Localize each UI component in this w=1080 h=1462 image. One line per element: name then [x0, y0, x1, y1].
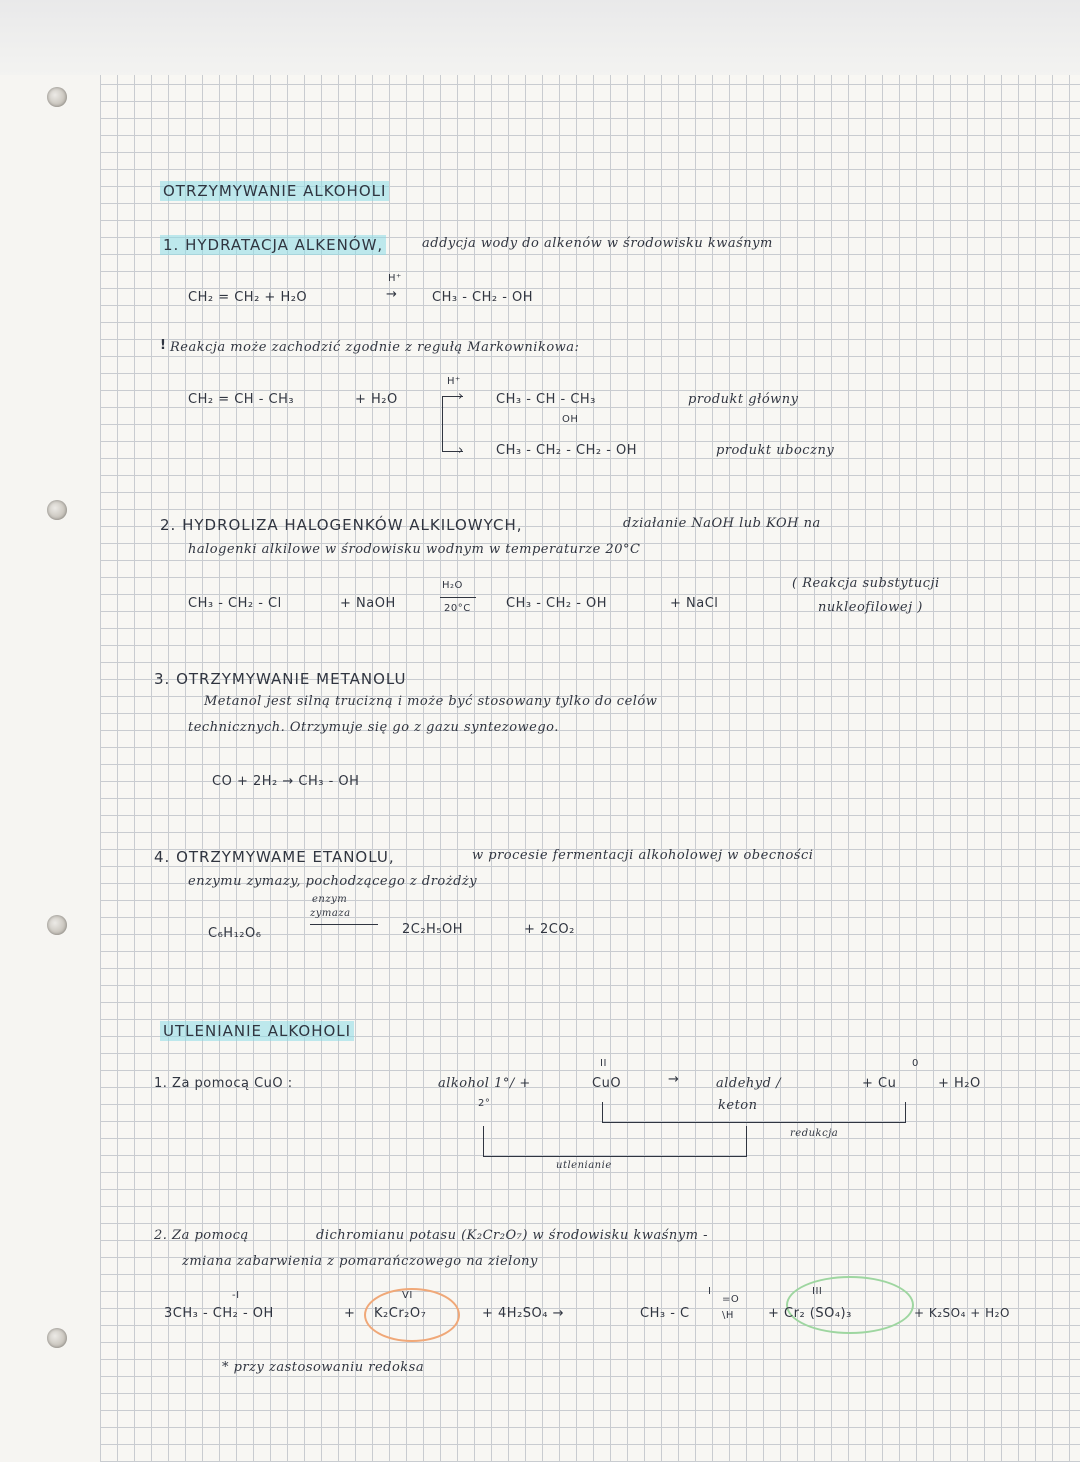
- dichromian-alcohol: 3CH₃ - CH₂ - OH: [164, 1306, 274, 1321]
- hydroliza-description-1: działanie NaOH lub KOH na: [623, 516, 821, 531]
- cuo-formula: CuO: [592, 1076, 622, 1091]
- etanol-text-1: w procesie fermentacji alkoholowej w obecności: [472, 848, 814, 863]
- ox-state-alcohol: -I: [232, 1290, 240, 1301]
- main-product-formula: CH₃ - CH - CH₃: [496, 392, 596, 407]
- hydroliza-description-2: halogenki alkilowe w środowisku wodnym w temperaturze 20°C: [188, 542, 641, 557]
- dichromian-oxidant: K₂Cr₂O₇: [374, 1306, 427, 1321]
- metanol-text-2: technicznych. Otrzymuje się go z gazu syntezowego.: [188, 720, 559, 735]
- cuo-reactant-sub: 2°: [478, 1098, 491, 1109]
- hydroliza-nacl: + NaCl: [670, 596, 719, 611]
- hydratacja-description: addycja wody do alkenów w środowisku kwaśnym: [422, 236, 773, 251]
- hydratacja-r2-water: + H₂O: [355, 392, 398, 407]
- metanol-heading: 3. OTRZYMYWANIE METANOLU: [154, 670, 407, 688]
- hydratacja-r1-catalyst: H⁺: [388, 273, 402, 284]
- redukcja-bracket: [602, 1102, 906, 1123]
- utlenianie-label: utlenianie: [556, 1160, 612, 1171]
- hydroliza-cat-top: H₂O: [442, 580, 463, 591]
- branch-arrow-head-2: ›: [458, 443, 464, 458]
- dichromian-product-h: \H: [722, 1310, 734, 1321]
- hydroliza-arrow: [440, 597, 476, 598]
- cu-oxidation-state: 0: [912, 1058, 919, 1069]
- hydroliza-naoh: + NaOH: [340, 596, 396, 611]
- cuo-product: aldehyd /: [716, 1076, 781, 1091]
- binder-hole-1: [47, 87, 67, 107]
- section-title-otrzymywanie: OTRZYMYWANIE ALKOHOLI: [160, 182, 389, 200]
- branch-arrow-head-1: ›: [458, 389, 464, 404]
- etanol-heading: 4. OTRZYMYWAME ETANOLU,: [154, 848, 395, 866]
- utlenianie-bracket: [483, 1126, 747, 1157]
- hydratacja-heading: 1. HYDRATACJA ALKENÓW,: [160, 236, 386, 254]
- binder-hole-4: [47, 1328, 67, 1348]
- hydratacja-r1-left: CH₂ = CH₂ + H₂O: [188, 290, 308, 305]
- redukcja-label: redukcja: [790, 1128, 839, 1139]
- dichromian-text-2: zmiana zabarwienia z pomarańczowego na zielony: [182, 1254, 538, 1269]
- dichromian-product-o: =O: [722, 1294, 740, 1305]
- metanol-reaction: CO + 2H₂ → CH₃ - OH: [212, 774, 360, 789]
- markownikow-note: Reakcja może zachodzić zgodnie z regułą Markownikowa:: [170, 340, 580, 355]
- cu-formula: + Cu: [862, 1076, 897, 1091]
- green-circle: [786, 1276, 914, 1334]
- etanol-right: 2C₂H₅OH: [402, 922, 464, 937]
- etanol-left: C₆H₁₂O₆: [208, 926, 262, 941]
- side-product-formula: CH₃ - CH₂ - CH₂ - OH: [496, 443, 638, 458]
- ox-state-cr3: III: [812, 1286, 823, 1297]
- binder-hole-3: [47, 915, 67, 935]
- hydroliza-right: CH₃ - CH₂ - OH: [506, 596, 608, 611]
- page-margin: [0, 0, 100, 1462]
- page-top-edge: [0, 0, 1080, 75]
- dichromian-rest: + K₂SO₄ + H₂O: [914, 1306, 1010, 1320]
- main-product-label: produkt główny: [688, 392, 799, 407]
- section-title-utlenianie: UTLENIANIE ALKOHOLI: [160, 1022, 354, 1040]
- dichromian-footnote: * przy zastosowaniu redoksa: [222, 1360, 425, 1375]
- etanol-cat-bottom: zymaza: [310, 908, 351, 919]
- hydroliza-heading: 2. HYDROLIZA HALOGENKÓW ALKILOWYCH,: [160, 516, 523, 534]
- cuo-reactant: alkohol 1°/ +: [438, 1076, 531, 1091]
- etanol-cat-top: enzym: [312, 894, 348, 905]
- hydratacja-r2-left: CH₂ = CH - CH₃: [188, 392, 295, 407]
- dichromian-product: CH₃ - C: [640, 1306, 690, 1321]
- hydroliza-note-1: ( Reakcja substytucji: [792, 576, 940, 591]
- etanol-co2: + 2CO₂: [524, 922, 575, 937]
- main-product-oh: OH: [562, 414, 579, 425]
- cuo-product-sub: keton: [718, 1098, 758, 1113]
- hydroliza-note-2: nukleofilowej ): [818, 600, 923, 615]
- etanol-text-2: enzymu zymazy, pochodzącego z drożdży: [188, 874, 478, 889]
- cuo-oxidation-state: II: [600, 1058, 607, 1069]
- hydratacja-r2-catalyst: H⁺: [447, 376, 461, 387]
- cuo-water: + H₂O: [938, 1076, 981, 1091]
- metanol-text-1: Metanol jest silną trucizną i może być stosowany tylko do celów: [204, 694, 658, 709]
- cuo-heading: 1. Za pomocą CuO :: [154, 1076, 293, 1091]
- binder-hole-2: [47, 500, 67, 520]
- note-exclamation: !: [160, 338, 167, 353]
- dichromian-text-1: dichromianu potasu (K₂Cr₂O₇) w środowisku kwaśnym -: [316, 1228, 708, 1243]
- dichromian-salt: + Cr₂ (SO₄)₃: [768, 1306, 852, 1321]
- dichromian-plus: +: [344, 1306, 356, 1321]
- hydroliza-left: CH₃ - CH₂ - Cl: [188, 596, 282, 611]
- hydratacja-r1-right: CH₃ - CH₂ - OH: [432, 290, 534, 305]
- etanol-arrow: [310, 924, 378, 925]
- ox-state-cr6: VI: [402, 1290, 413, 1301]
- ox-state-aldehyde: I: [708, 1286, 712, 1297]
- cuo-arrow: →: [668, 1072, 680, 1087]
- hydroliza-cat-bottom: 20°C: [444, 603, 471, 614]
- dichromian-acid: + 4H₂SO₄ →: [482, 1306, 565, 1321]
- hydratacja-r1-arrow: →: [386, 287, 398, 302]
- dichromian-heading: 2. Za pomocą: [154, 1228, 249, 1243]
- side-product-label: produkt uboczny: [716, 443, 835, 458]
